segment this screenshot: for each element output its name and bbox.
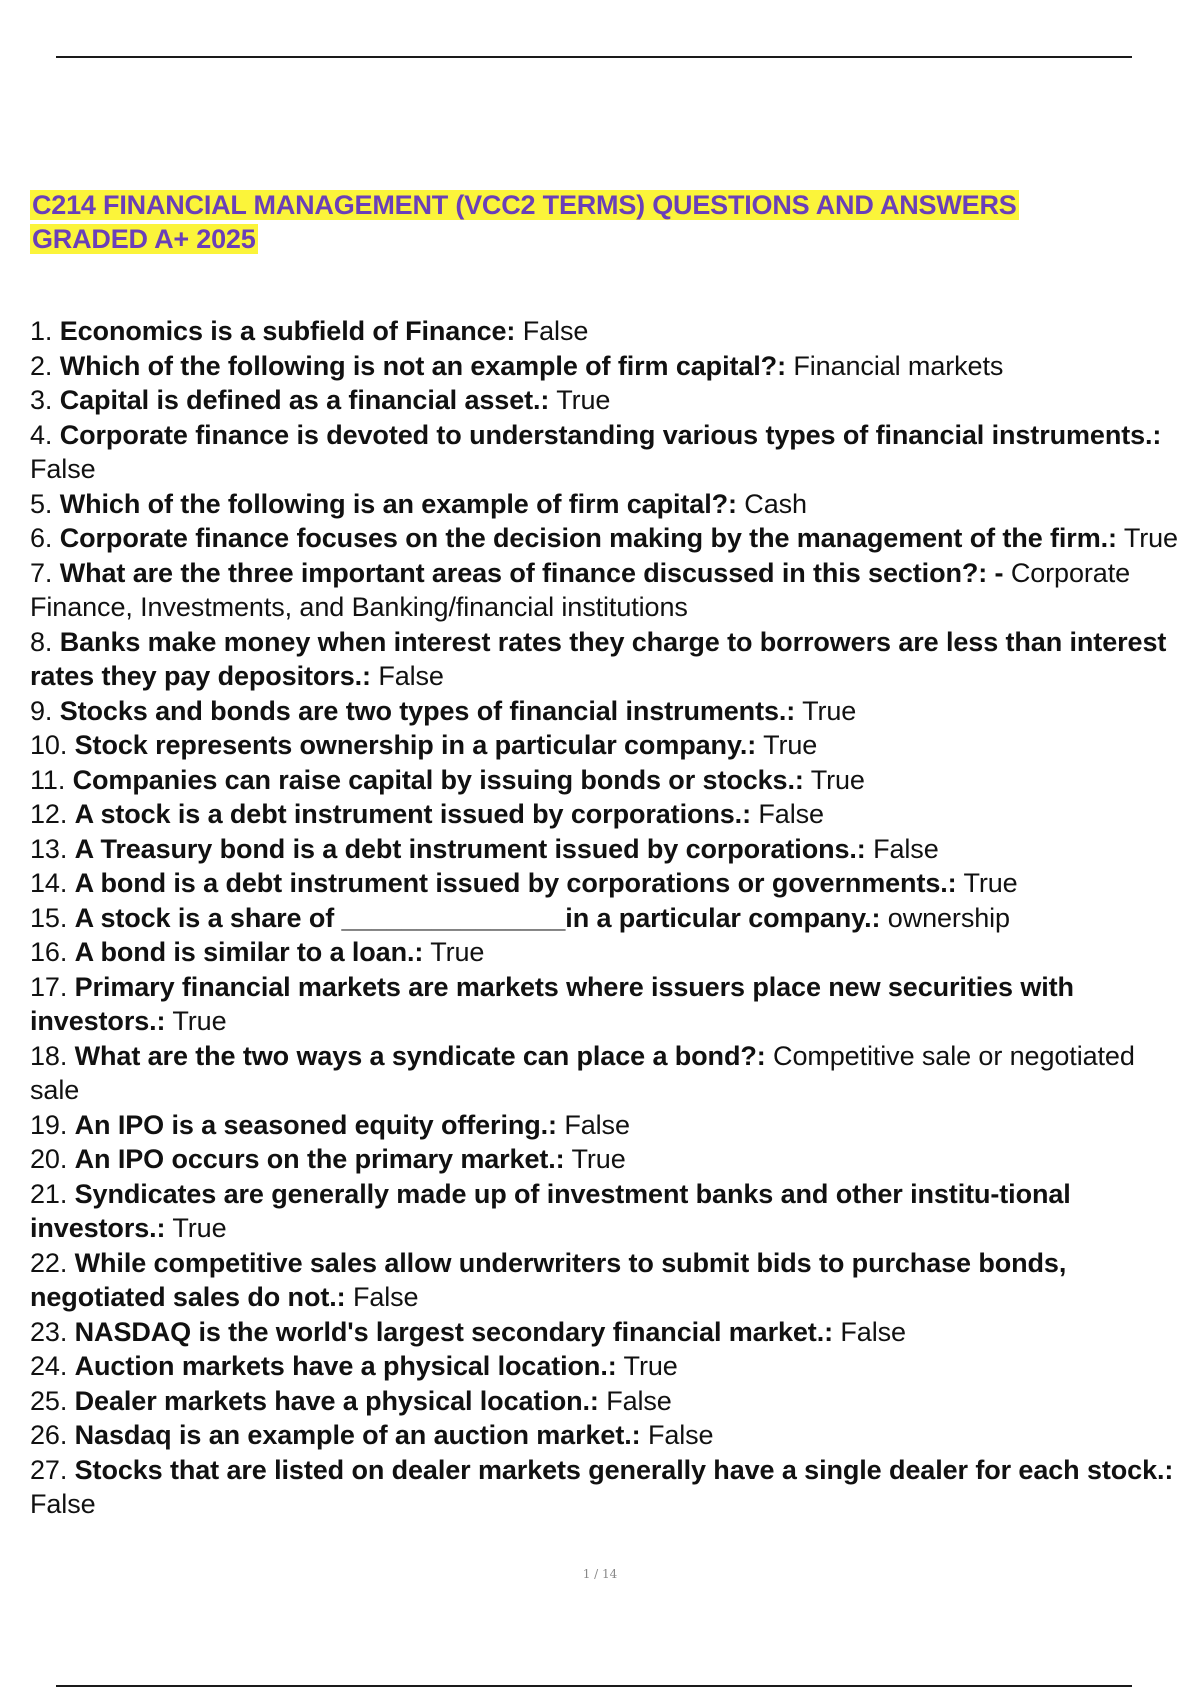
footer-rule [56,1685,1132,1687]
item-number: 14. [30,868,68,898]
answer-text: False [30,454,96,484]
list-item [30,1177,1180,1246]
list-item [30,763,1180,798]
question-text: Economics is a subfield of Finance: [59,316,516,346]
list-item [30,349,1180,384]
question-text: Capital is defined as a financial asset.: [59,385,550,415]
item-number: 13. [30,833,68,864]
answer-text: False [564,1109,630,1140]
list-item [30,556,1180,625]
list-item [30,1108,1180,1143]
question-text: Which of the following is not an example of firm capital?: [59,350,786,381]
item-number: 17. [30,971,68,1002]
answer-text: True [1123,523,1178,553]
item-number: 5. [30,488,53,519]
question-text: While competitive sales allow underwriters to submit bids to purchase bonds, negotiated sales do not.: [30,1247,1067,1312]
question-text: NASDAQ is the world's largest secondary financial market.: [74,1316,833,1347]
item-number: 15. [30,902,68,933]
question-text: A stock is a share of _______________in a particular company.: [74,902,881,933]
answer-text: False [522,316,589,346]
item-number: 19. [30,1109,68,1140]
item-number: 11. [30,764,66,795]
list-item [30,1142,1180,1177]
header-rule [56,56,1132,58]
item-number: 21. [30,1178,68,1209]
answer-text: False [378,661,444,691]
list-item [30,521,1180,556]
answer-text: False [606,1385,672,1416]
answer-text: True [810,764,865,795]
question-text: Which of the following is an example of firm capital?: [59,488,737,519]
list-item [30,383,1180,418]
answer-text: ownership [887,902,1010,933]
list-item [30,970,1180,1039]
answer-text: False [840,1316,906,1347]
question-text: Corporate finance is devoted to understanding various types of financial instruments.: [59,419,1162,450]
item-number: 26. [30,1420,68,1450]
list-item [30,866,1180,901]
answer-text: Financial markets [793,350,1004,381]
question-text: Companies can raise capital by issuing bonds or stocks.: [72,764,804,795]
item-number: 12. [30,799,68,829]
question-text: An IPO occurs on the primary market.: [74,1144,565,1174]
page-number: 1 / 14 [582,1567,618,1581]
item-number: 18. [30,1040,68,1071]
item-number: 25. [30,1385,68,1416]
list-item [30,1384,1180,1419]
question-text: Nasdaq is an example of an auction market.: [74,1420,641,1450]
answer-text: False [352,1282,419,1312]
list-item [30,728,1180,763]
question-text: Dealer markets have a physical location.: [74,1385,599,1416]
item-number: 22. [30,1247,68,1278]
answer-text: True [802,695,857,726]
answer-text: False [758,799,824,829]
list-item [30,832,1180,867]
answer-text: True [571,1144,626,1174]
list-item [30,935,1180,970]
answer-text: True [172,1213,227,1243]
document-title [30,188,1180,256]
item-number: 20. [30,1144,68,1174]
list-item [30,1453,1180,1522]
answer-text: Competitive sale or negotiated sale [30,1040,1135,1105]
answer-text: Corporate Finance, Investments, and Banking/financial institutions [30,557,1131,622]
question-text: What are the two ways a syndicate can place a bond?: [74,1040,766,1071]
item-number: 16. [30,937,68,967]
list-item [30,1039,1180,1108]
question-text: Stocks that are listed on dealer markets generally have a single dealer for each stock.: [74,1454,1174,1485]
item-number: 2. [30,350,53,381]
item-number: 3. [30,385,53,415]
question-answer-list [30,314,1180,1522]
list-item [30,625,1180,694]
question-text: An IPO is a seasoned equity offering.: [74,1109,557,1140]
question-text: Syndicates are generally made up of investment banks and other institu-tional investors.: [30,1178,1071,1243]
question-text: Stocks and bonds are two types of financial instruments.: [59,695,796,726]
question-text: What are the three important areas of finance discussed in this section?: - [59,557,1004,588]
answer-text: True [623,1351,678,1381]
list-item [30,901,1180,936]
question-text: Banks make money when interest rates they charge to borrowers are less than interest rates they pay depositors.: [30,626,1167,691]
item-number: 7. [30,557,53,588]
answer-text: False [873,833,939,864]
list-item [30,694,1180,729]
question-text: Stock represents ownership in a particular company.: [74,730,757,760]
answer-text: Cash [744,488,807,519]
question-text: Auction markets have a physical location.: [74,1351,617,1381]
title-line-1: C214 FINANCIAL MANAGEMENT (VCC2 TERMS) QUESTIONS AND ANSWERS [32,190,1017,220]
list-item [30,418,1180,487]
item-number: 23. [30,1316,68,1347]
item-number: 6. [30,523,53,553]
item-number: 24. [30,1351,68,1381]
item-number: 9. [30,695,53,726]
answer-text: True [556,385,611,415]
question-text: Corporate finance focuses on the decision making by the management of the firm.: [59,523,1117,553]
list-item [30,1246,1180,1315]
list-item [30,797,1180,832]
item-number: 1. [30,316,53,346]
title-line-2: GRADED A+ 2025 [32,224,256,254]
list-item [30,1315,1180,1350]
list-item [30,1418,1180,1453]
question-text: A Treasury bond is a debt instrument issued by corporations.: [74,833,866,864]
list-item [30,1349,1180,1384]
list-item [30,314,1180,349]
answer-text: False [647,1420,714,1450]
item-number: 10. [30,730,68,760]
answer-text: True [963,868,1018,898]
item-number: 4. [30,419,53,450]
item-number: 8. [30,626,53,657]
list-item [30,487,1180,522]
question-text: Primary financial markets are markets where issuers place new securities with investors.: [30,971,1074,1036]
item-number: 27. [30,1454,68,1485]
answer-text: True [430,937,485,967]
question-text: A bond is similar to a loan.: [74,937,424,967]
answer-text: False [30,1489,96,1519]
answer-text: True [172,1006,227,1036]
answer-text: True [763,730,818,760]
question-text: A stock is a debt instrument issued by corporations.: [74,799,751,829]
question-text: A bond is a debt instrument issued by corporations or governments.: [74,868,957,898]
